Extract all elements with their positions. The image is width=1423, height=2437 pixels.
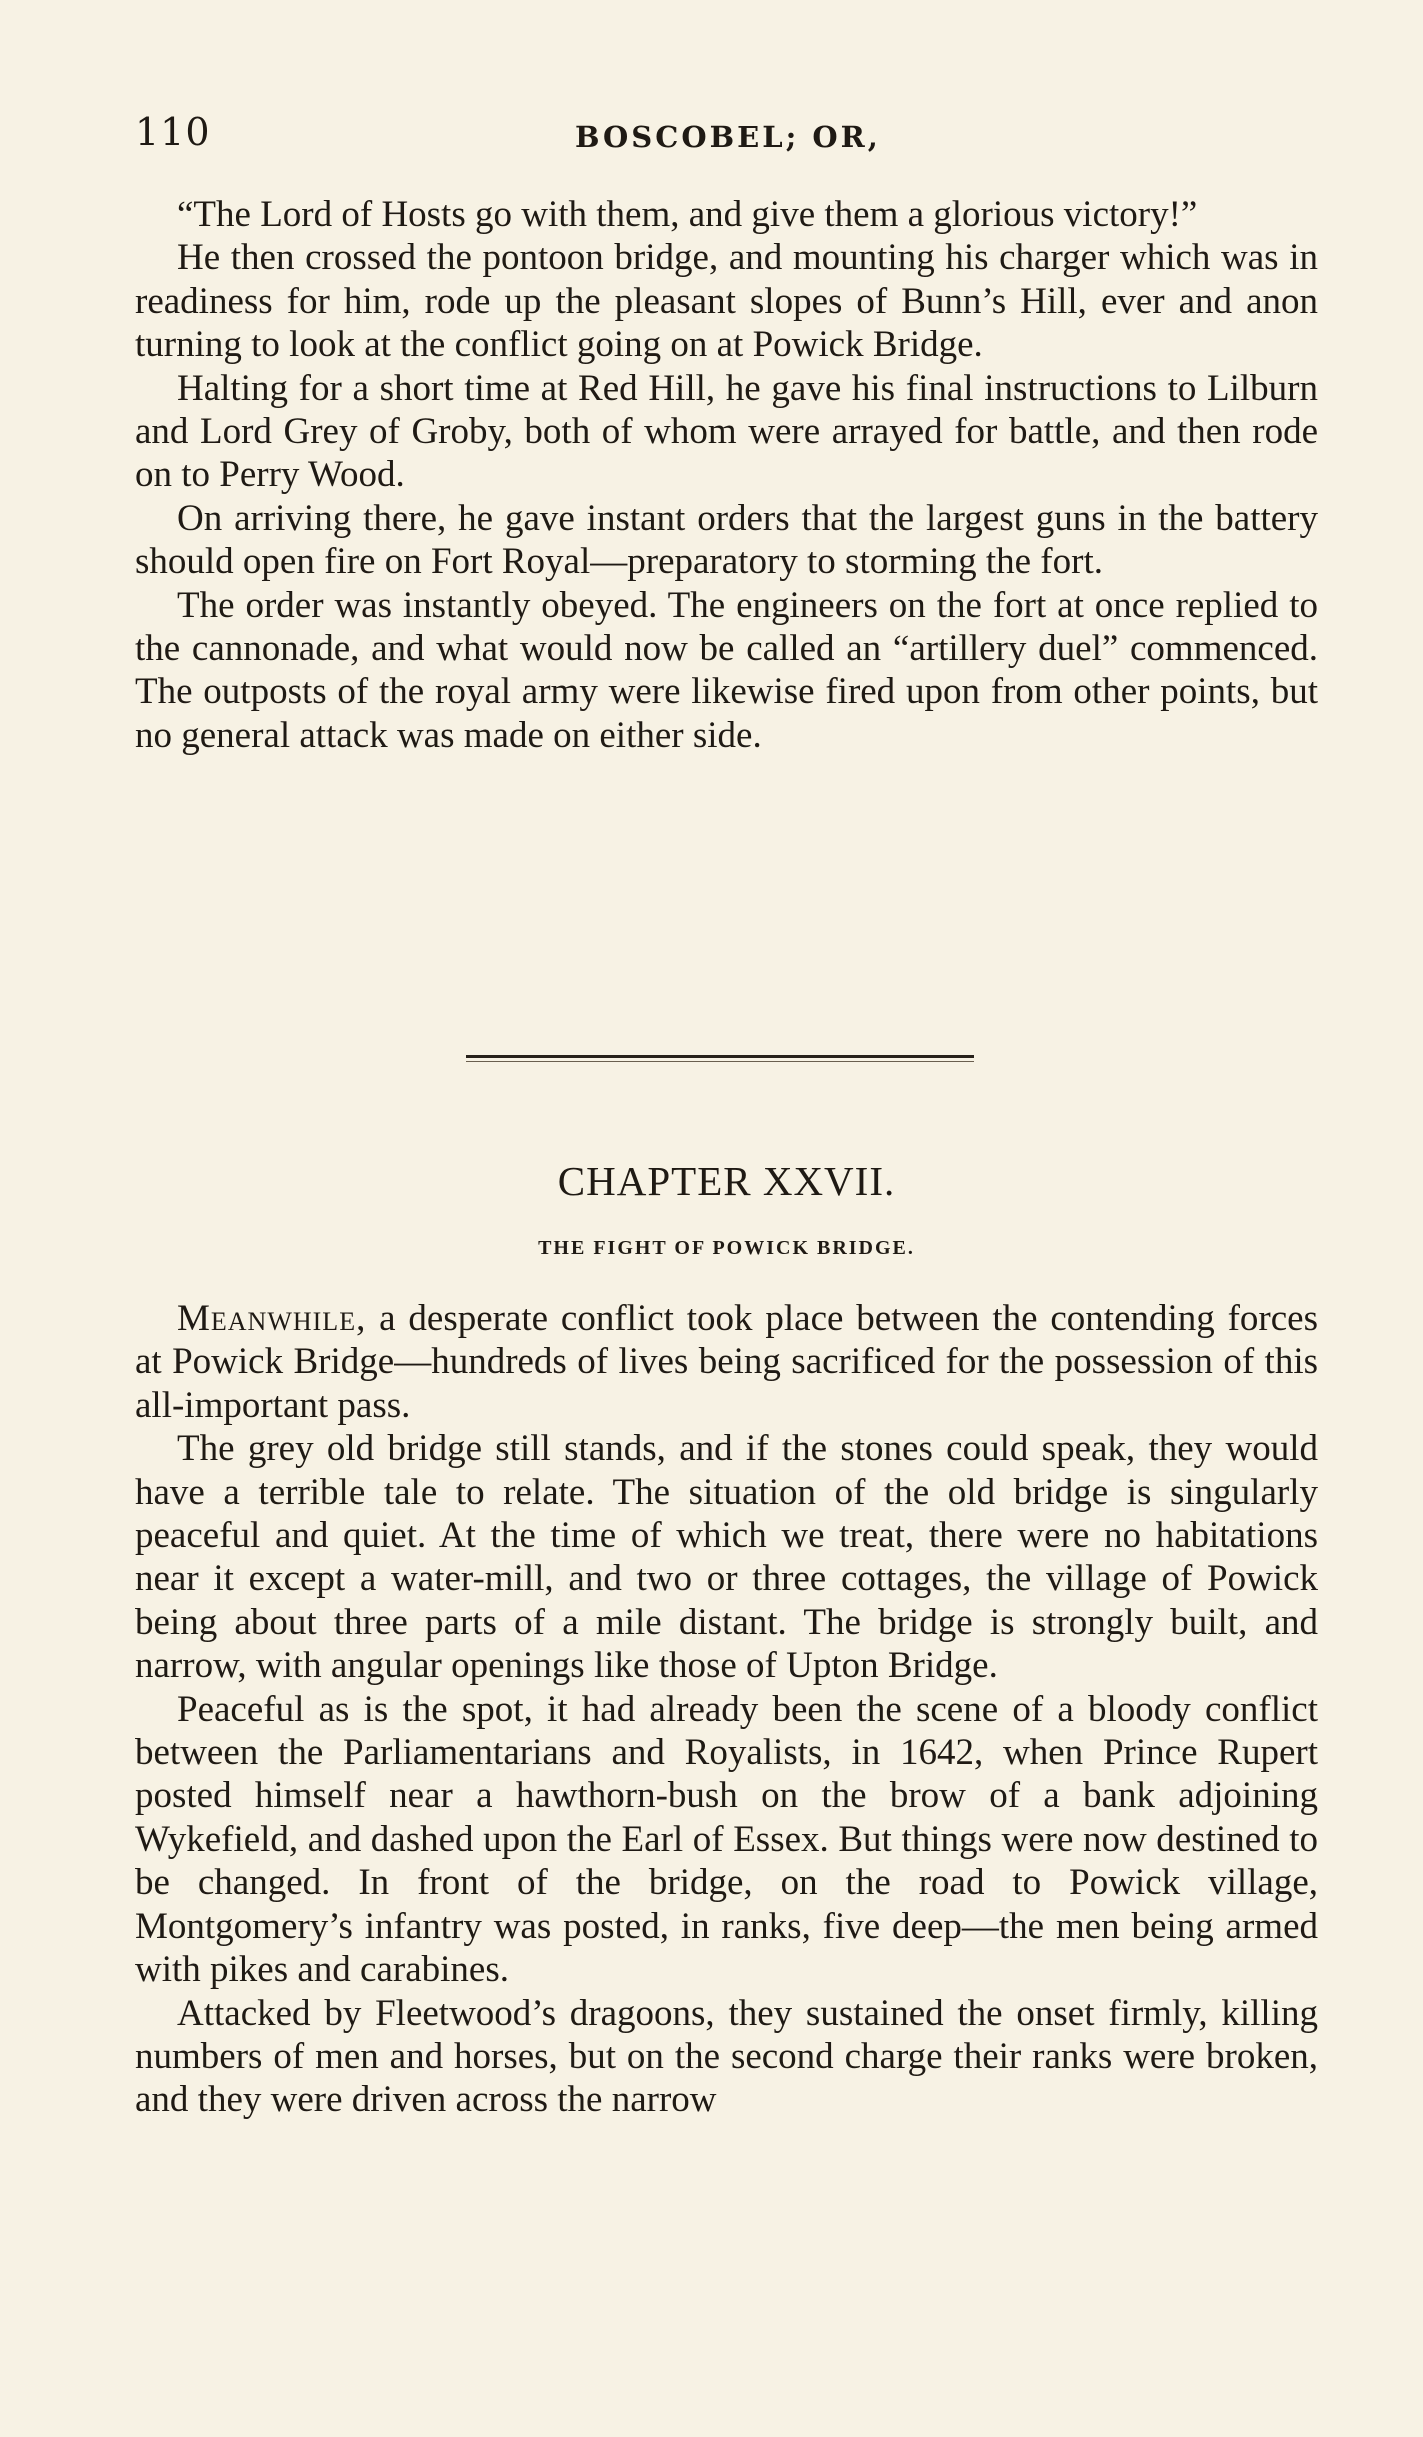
running-title: BOSCOBEL; OR, <box>575 120 881 154</box>
page-number: 110 <box>135 110 211 154</box>
running-head <box>135 110 1325 160</box>
chapter-title: CHAPTER XXVII. <box>557 1158 896 1204</box>
paragraph: The order was instantly obeyed. The engineers on the fort at once replied to the cannonade, and what would now be called an “artillery duel” commenced. The outposts of the royal army were likewise fired upon from other points, but no general attack was made on either side. <box>135 584 1318 756</box>
paragraph: He then crossed the pontoon bridge, and mounting his charger which was in readiness for him, rode up the pleasant slopes of Bunn’s Hill, ever and anon turning to look at the conflict going on at Powick Bridge. <box>135 237 1318 366</box>
section-before-chapter <box>135 193 1318 757</box>
chapter-subtitle: THE FIGHT OF POWICK BRIDGE. <box>538 1237 915 1259</box>
paragraph: The grey old bridge still stands, and if the stones could speak, they would have a terrible tale to relate. The situation of the old bridge is singularly peaceful and quiet. At the time of which we treat, there were no habitations near it except a water-mill, and two or three cottages, the village of Powick being about three parts of a mile distant. The bridge is strongly built, and narrow, with angular openings like those of Upton Bridge. <box>135 1428 1318 1687</box>
chapter-divider-rule-thin <box>466 1061 974 1062</box>
chapter-body <box>135 1297 1318 2122</box>
chapter-divider-rule <box>466 1055 974 1058</box>
paragraph: Peaceful as is the spot, it had already been the scene of a bloody conflict between the Parliamentarians and Royalists, in 1642, when Prince Rupert posted himself near a hawthorn-bush on the brow of a bank adjoining Wykefield, and dashed upon the Earl of Essex. But things were now destined to be changed. In front of the bridge, on the road to Powick village, Montgomery’s infantry was posted, in ranks, five deep—the men being armed with pikes and carabines. <box>135 1688 1318 1991</box>
paragraph: On arriving there, he gave instant orders that the largest guns in the battery should open fire on Fort Royal—preparatory to storming the fort. <box>135 497 1318 583</box>
paragraph: “The Lord of Hosts go with them, and give them a glorious victory!” <box>177 194 1198 235</box>
paragraph: Attacked by Fleetwood’s dragoons, they sustained the onset firmly, killing numbers of men and horses, but on the second charge their ranks were broken, and they were driven across the narrow <box>135 1992 1318 2121</box>
opening-paragraph <box>135 1297 1318 1427</box>
paragraph: Halting for a short time at Red Hill, he gave his final instructions to Lilburn and Lord Grey of Groby, both of whom were arrayed for battle, and then rode on to Perry Wood. <box>135 367 1318 496</box>
opening-text: a desperate conflict took place between the contending forces at Powick Bridge—hundreds of lives being sacrificed for the possession of this all-important pass. <box>135 1298 1318 1426</box>
opening-word: Meanwhile, <box>177 1298 367 1339</box>
